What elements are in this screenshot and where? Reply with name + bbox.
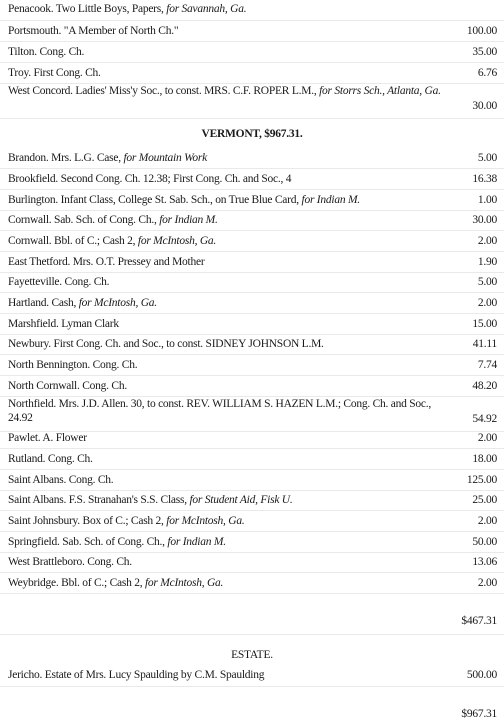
entry-description: Tilton. Cong. Ch. — [8, 46, 85, 58]
entry-description: Brandon. Mrs. L.G. Case, for Mountain Work — [8, 152, 207, 164]
list-item — [8, 452, 497, 466]
entry-description: Springfield. Sab. Sch. of Cong. Ch., for Indian M. — [8, 536, 226, 548]
entry-description: Brookfield. Second Cong. Ch. 12.38; First Cong. Ch. and Soc., 4 — [8, 173, 292, 185]
divider — [0, 531, 504, 532]
entry-description: Rutland. Cong. Ch. — [8, 453, 93, 465]
entry-description: Weybridge. Bbl. of C.; Cash 2, for McIntosh, Ga. — [8, 577, 224, 589]
list-item — [8, 255, 497, 269]
list-item — [8, 535, 497, 549]
divider — [0, 490, 504, 491]
list-item — [8, 84, 497, 112]
list-item — [8, 514, 497, 528]
list-item — [8, 24, 497, 38]
list-item — [8, 296, 497, 310]
entry-description: North Cornwall. Cong. Ch. — [8, 380, 127, 392]
list-item — [8, 379, 497, 393]
entry-amount: 2.00 — [477, 432, 497, 444]
entry-description: Jericho. Estate of Mrs. Lucy Spaulding by C.M. Spaulding — [8, 669, 265, 681]
divider — [0, 189, 504, 190]
entry-amount: 2.00 — [477, 515, 497, 527]
entry-amount: 7.74 — [477, 359, 497, 371]
list-item — [8, 473, 497, 487]
entry-description: Hartland. Cash, for McIntosh, Ga. — [8, 297, 157, 309]
entry-description: Saint Albans. Cong. Ch. — [8, 474, 114, 486]
list-item — [8, 493, 497, 507]
divider — [0, 686, 504, 687]
entry-description: Penacook. Two Little Boys, Papers, for Savannah, Ga. — [8, 3, 247, 15]
divider — [0, 251, 504, 252]
list-item — [8, 275, 497, 289]
divider — [0, 552, 504, 553]
divider — [0, 62, 504, 63]
divider — [0, 354, 504, 355]
entry-amount: 41.11 — [472, 338, 497, 350]
list-item — [8, 555, 497, 569]
entry-amount: 500.00 — [466, 669, 497, 681]
entry-description: Saint Albans. F.S. Stranahan's S.S. Class, for Student Aid, Fisk U. — [8, 494, 293, 506]
entry-amount: 18.00 — [472, 453, 497, 465]
divider — [0, 572, 504, 573]
list-item — [8, 397, 497, 425]
entry-amount: 2.00 — [477, 577, 497, 589]
entry-amount: 2.00 — [477, 297, 497, 309]
divider — [0, 168, 504, 169]
divider — [0, 448, 504, 449]
list-item — [8, 66, 497, 80]
entry-description: Marshfield. Lyman Clark — [8, 318, 119, 330]
entry-amount: 54.92 — [472, 413, 497, 425]
divider — [0, 41, 504, 42]
entry-amount: 6.76 — [477, 67, 497, 79]
entry-amount: 1.00 — [477, 194, 497, 206]
divider — [0, 593, 504, 594]
grand-total: $967.31 — [461, 708, 497, 720]
list-item — [8, 172, 497, 186]
divider — [0, 634, 504, 635]
entry-description: Newbury. First Cong. Ch. and Soc., to const. SIDNEY JOHNSON L.M. — [8, 338, 324, 350]
entry-description: Pawlet. A. Flower — [8, 432, 87, 444]
entry-amount: 30.00 — [472, 100, 497, 112]
list-item — [8, 2, 497, 16]
section-subtotal: $467.31 — [461, 615, 497, 627]
list-item — [8, 45, 497, 59]
entry-amount: 25.00 — [472, 494, 497, 506]
entry-description: West Concord. Ladies' Miss'y Soc., to const. MRS. C.F. ROPER L.M., for Storrs Sch., Atlanta, Ga. — [8, 85, 441, 97]
entry-description: West Brattleboro. Cong. Ch. — [8, 556, 132, 568]
section-heading: VERMONT, $967.31. — [201, 128, 303, 140]
entry-amount: 125.00 — [466, 474, 497, 486]
entry-description: North Bennington. Cong. Ch. — [8, 359, 138, 371]
entry-amount: 30.00 — [472, 214, 497, 226]
entry-amount: 100.00 — [466, 25, 497, 37]
entry-amount: 5.00 — [477, 276, 497, 288]
entry-description: East Thetford. Mrs. O.T. Pressey and Mother — [8, 256, 205, 268]
entry-amount: 5.00 — [477, 152, 497, 164]
list-item — [8, 151, 497, 165]
list-item — [8, 576, 497, 590]
divider — [0, 313, 504, 314]
list-item — [8, 213, 497, 227]
entry-description: Northfield. Mrs. J.D. Allen. 30, to const. REV. WILLIAM S. HAZEN L.M.; Cong. Ch. and Soc., 24.92 — [8, 398, 432, 424]
list-item — [8, 358, 497, 372]
section-heading: ESTATE. — [231, 649, 273, 661]
list-item — [8, 668, 497, 682]
divider — [0, 210, 504, 211]
entry-amount: 50.00 — [472, 536, 497, 548]
divider — [0, 272, 504, 273]
entry-description: Saint Johnsbury. Box of C.; Cash 2, for McIntosh, Ga. — [8, 515, 245, 527]
divider — [0, 20, 504, 21]
entry-description: Cornwall. Sab. Sch. of Cong. Ch., for Indian M. — [8, 214, 218, 226]
divider — [0, 375, 504, 376]
list-item — [8, 337, 497, 351]
list-item — [8, 193, 497, 207]
entry-description: Cornwall. Bbl. of C.; Cash 2, for McIntosh, Ga. — [8, 235, 217, 247]
entry-description: Fayetteville. Cong. Ch. — [8, 276, 110, 288]
entry-amount: 13.06 — [472, 556, 497, 568]
divider — [0, 118, 504, 119]
list-item — [8, 431, 497, 445]
entry-amount: 2.00 — [477, 235, 497, 247]
divider — [0, 230, 504, 231]
list-item — [8, 234, 497, 248]
entry-description: Portsmouth. "A Member of North Ch." — [8, 25, 179, 37]
entry-amount: 16.38 — [472, 173, 497, 185]
entry-amount: 1.90 — [477, 256, 497, 268]
divider — [0, 510, 504, 511]
entry-description: Troy. First Cong. Ch. — [8, 67, 101, 79]
divider — [0, 334, 504, 335]
entry-amount: 48.20 — [472, 380, 497, 392]
entry-amount: 35.00 — [472, 46, 497, 58]
entry-amount: 15.00 — [472, 318, 497, 330]
divider — [0, 292, 504, 293]
list-item — [8, 317, 497, 331]
divider — [0, 469, 504, 470]
entry-description: Burlington. Infant Class, College St. Sab. Sch., on True Blue Card, for Indian M. — [8, 194, 360, 206]
